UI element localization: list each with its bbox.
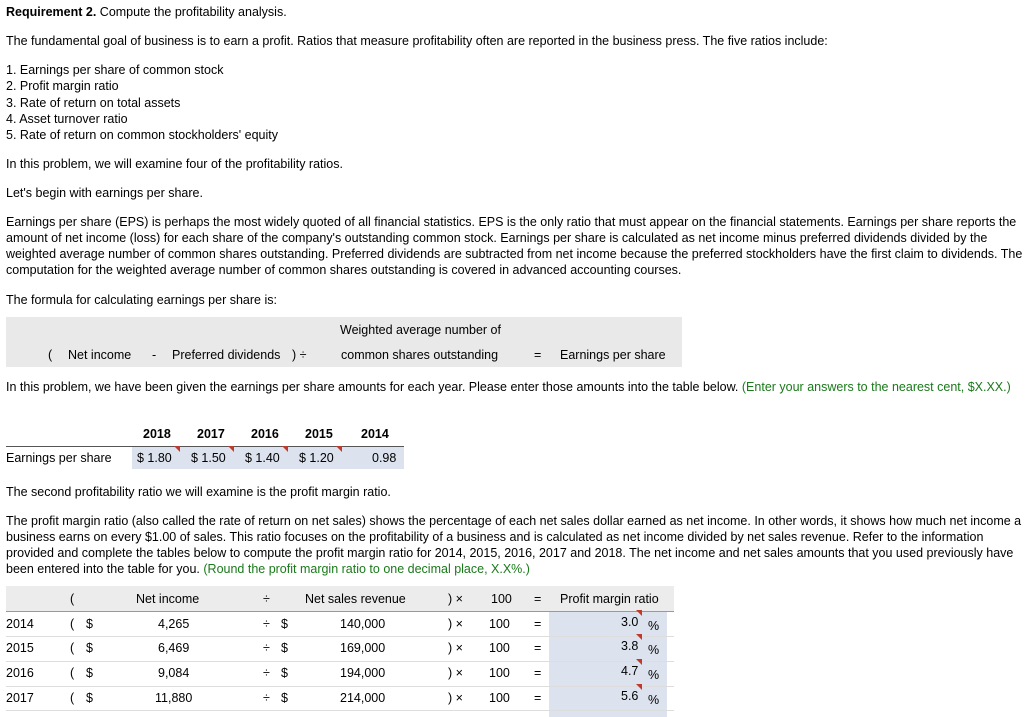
pm-ratio-input[interactable]: 5.6: [621, 689, 639, 703]
pm-hdr-result: Profit margin ratio: [560, 592, 659, 606]
answer-marker-icon: [636, 634, 642, 640]
ratio-item: 4. Asset turnover ratio: [6, 111, 128, 126]
ratio-item: 1. Earnings per share of common stock: [6, 63, 224, 77]
pm-note: (Round the profit margin ratio to one decimal place, X.X%.): [203, 562, 530, 576]
answer-marker-icon: [636, 659, 642, 665]
pm-hundred: 100: [489, 641, 510, 655]
eps-formula-box: [6, 317, 682, 367]
pm-equals: =: [534, 617, 542, 631]
eps-year-2018: 2018: [143, 427, 171, 441]
formula-net-income: Net income: [68, 348, 132, 362]
pm-dollar: $: [86, 641, 93, 655]
intro-text: The fundamental goal of business is to earn a profit. Ratios that measure profitability often are reported in the business press. The five ratios include:: [6, 34, 828, 48]
pm-net-sales: 169,000: [340, 641, 386, 655]
pm-paragraph-text: The profit margin ratio (also called the rate of return on net sales) shows the percentage of each net sales dollar earned as net income. In other words, it shows how much net income a business earns on every $1.00 of sales. This ratio focuses on the profitability of a business and is calculated as net income divided by net sales revenue. Refer to the information provided and complete the tables below to compute the profit margin ratio for 2014, 2015, 2016, 2017 and 2018. The net income and net sales amounts that you used previously have been entered into the table for you.: [6, 514, 1022, 576]
pm-paragraph: [6, 513, 1026, 577]
formula-divide: ) ÷: [292, 348, 307, 362]
heading-rest: Compute the profitability analysis.: [96, 5, 287, 19]
eps-paragraph: Earnings per share (EPS) is perhaps the most widely quoted of all financial statistics. EPS is the only ratio that must appear on the financial statements. Earnings per share reports the amount of net income (loss) for each share of the company's outstanding common stock. Earnings per share is calculated as net income minus preferred dividends divided by the weighted average number of common shares outstanding. Preferred dividends are subtracted from net income because the preferred stockholders have the first claim to dividends. The computation for the weighted average number of common shares outstanding is covered in advanced accounting courses.: [6, 215, 1023, 277]
pm-hdr-net-sales: Net sales revenue: [305, 592, 406, 606]
pm-hdr-open-paren: (: [70, 592, 75, 606]
eps-year-2017: 2017: [197, 427, 225, 441]
pm-year: 2015: [6, 641, 34, 655]
pm-dollar: $: [86, 617, 93, 631]
pm-row-divider: [6, 636, 674, 637]
formula-equals: =: [534, 348, 542, 362]
eps-input-2018[interactable]: [137, 451, 172, 465]
pm-net-income: 6,469: [158, 641, 190, 655]
answer-marker-icon: [174, 446, 180, 452]
pm-times: ) ×: [448, 617, 463, 631]
answer-marker-icon: [282, 446, 288, 452]
ratio-list: [6, 62, 1026, 143]
pm-ratio-input[interactable]: 4.7: [621, 664, 639, 678]
pm-hdr-net-income: Net income: [136, 592, 200, 606]
pm-hundred: 100: [489, 666, 510, 680]
second-ratio-text: The second profitability ratio we will examine is the profit margin ratio.: [6, 485, 391, 499]
pm-net-income: 11,880: [155, 691, 193, 705]
pm-percent: %: [648, 693, 660, 707]
eps-value: $ 1.80: [137, 451, 172, 465]
pm-row-divider: [6, 710, 674, 711]
pm-equals: =: [534, 641, 542, 655]
eps-year-2014: 2014: [361, 427, 389, 441]
eps-year-2015: 2015: [305, 427, 333, 441]
pm-times: ) ×: [448, 666, 463, 680]
requirement-heading: [6, 4, 1026, 20]
formula-intro: The formula for calculating earnings per share is:: [6, 293, 277, 307]
pm-divide: ÷: [263, 617, 270, 631]
pm-year: 2017: [6, 691, 34, 705]
pm-percent: %: [648, 668, 660, 682]
pm-hundred: 100: [489, 691, 510, 705]
pm-net-sales: 214,000: [340, 691, 386, 705]
eps-input-2017[interactable]: [191, 451, 226, 465]
pm-hdr-divide: ÷: [263, 592, 270, 606]
pm-row-divider: [6, 661, 674, 662]
pm-hdr-equals: =: [534, 592, 542, 606]
pm-divide: ÷: [263, 641, 270, 655]
pm-divide: ÷: [263, 666, 270, 680]
pm-dollar: $: [86, 666, 93, 680]
formula-weighted-line2: common shares outstanding: [341, 348, 499, 362]
formula-open-paren: (: [48, 348, 53, 362]
pm-times: ) ×: [448, 641, 463, 655]
eps-input-2014[interactable]: [372, 451, 396, 465]
eps-input-2015[interactable]: [299, 451, 334, 465]
answer-marker-icon: [636, 684, 642, 690]
eps-value: 0.98: [372, 451, 397, 465]
pm-paren: (: [70, 641, 75, 655]
ratio-item: 2. Profit margin ratio: [6, 79, 119, 94]
pm-paren: (: [70, 691, 75, 705]
pm-ratio-input[interactable]: 3.0: [621, 615, 639, 629]
answer-marker-icon: [228, 446, 234, 452]
pm-row-divider: [6, 686, 674, 687]
eps-instruction: [6, 379, 1026, 395]
pm-dollar: $: [281, 617, 288, 631]
eps-row-label: Earnings per share: [6, 451, 112, 465]
eps-year-2016: 2016: [251, 427, 279, 441]
pm-hdr-times: ) ×: [448, 592, 463, 606]
answer-marker-icon: [636, 610, 642, 616]
pm-dollar: $: [281, 691, 288, 705]
pm-times: ) ×: [448, 691, 463, 705]
pm-hdr-hundred: 100: [491, 592, 512, 606]
pm-equals: =: [534, 691, 542, 705]
begin-eps-text: Let's begin with earnings per share.: [6, 186, 203, 200]
pm-ratio-input[interactable]: 3.8: [621, 639, 639, 653]
ratio-item: 3. Rate of return on total assets: [6, 95, 181, 110]
pm-year: 2014: [6, 617, 34, 631]
pm-net-sales: 140,000: [340, 617, 386, 631]
formula-weighted-line1: Weighted average number of: [340, 323, 501, 337]
eps-value: $ 1.50: [191, 451, 226, 465]
ratio-item: 5. Rate of return on common stockholders' equity: [6, 128, 278, 143]
pm-paren: (: [70, 666, 75, 680]
eps-value: $ 1.20: [299, 451, 334, 465]
pm-dollar: $: [86, 691, 93, 705]
formula-minus: -: [152, 348, 157, 362]
pm-year: 2016: [6, 666, 34, 680]
eps-input-2016[interactable]: [245, 451, 280, 465]
formula-preferred-dividends: Preferred dividends: [172, 348, 281, 362]
pm-net-sales: 194,000: [340, 666, 386, 680]
pm-divide: ÷: [263, 691, 270, 705]
pm-net-income: 4,265: [158, 617, 190, 631]
answer-marker-icon: [336, 446, 342, 452]
eps-value: $ 1.40: [245, 451, 280, 465]
eps-instruction-text: In this problem, we have been given the earnings per share amounts for each year. Please enter those amounts into the table below.: [6, 380, 739, 394]
pm-dollar: $: [281, 666, 288, 680]
eps-instruction-note: (Enter your answers to the nearest cent, $X.XX.): [741, 380, 1011, 394]
pm-header-divider: [6, 611, 674, 612]
examine-four-text: In this problem, we will examine four of the profitability ratios.: [6, 157, 343, 171]
pm-net-income: 9,084: [158, 666, 190, 680]
pm-percent: %: [648, 643, 660, 657]
pm-dollar: $: [281, 641, 288, 655]
formula-result: Earnings per share: [560, 348, 666, 362]
pm-percent: %: [648, 619, 660, 633]
heading-bold: Requirement 2.: [6, 5, 97, 19]
pm-paren: (: [70, 617, 75, 631]
pm-equals: =: [534, 666, 542, 680]
pm-hundred: 100: [489, 617, 510, 631]
